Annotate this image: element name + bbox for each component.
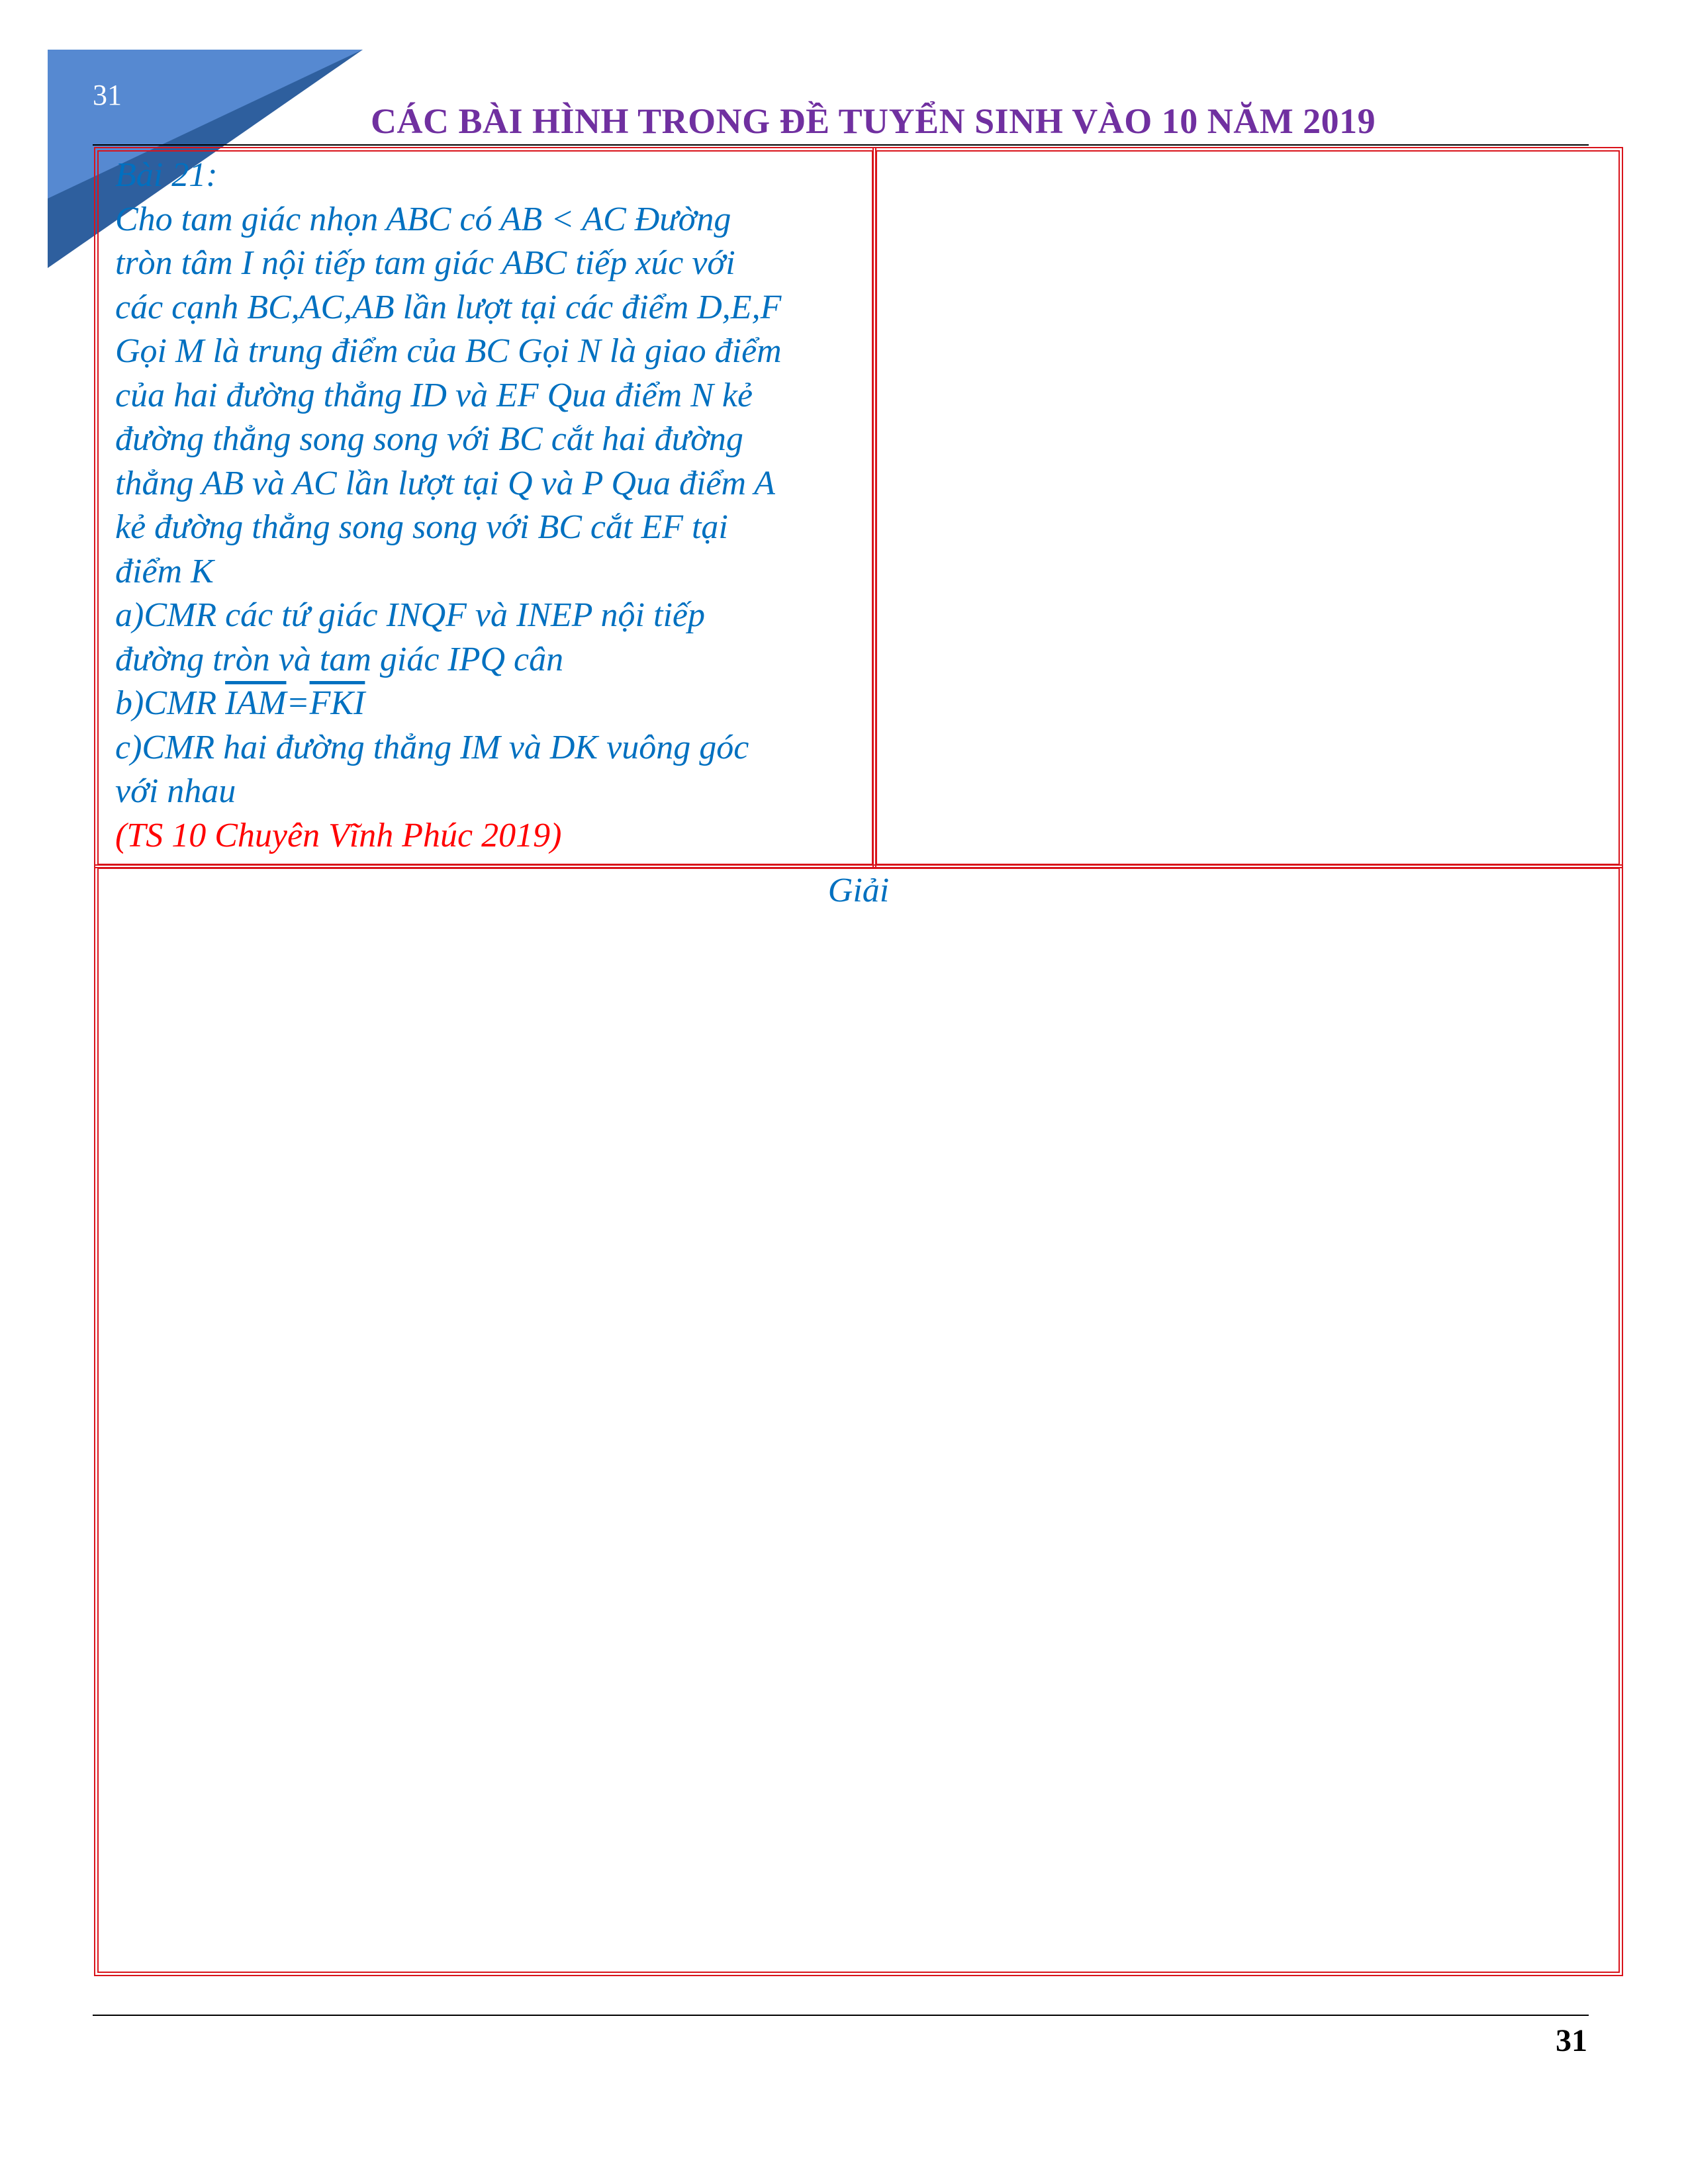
- problem-line: đường thẳng song song với BC cắt hai đường: [115, 420, 743, 458]
- solution-frame: [94, 864, 1623, 1976]
- problem-line: Gọi M là trung điểm của BC Gọi N là giao điểm: [115, 332, 782, 370]
- page-title: CÁC BÀI HÌNH TRONG ĐỀ TUYỂN SINH VÀO 10 NĂM 2019: [371, 101, 1376, 141]
- problem-line: thẳng AB và AC lần lượt tại Q và P Qua điểm A: [115, 464, 775, 502]
- figure-frame: [872, 147, 1623, 868]
- footer-page-number: 31: [1556, 2023, 1587, 2058]
- angle-fki: $\overline{FKI}$: [309, 684, 365, 722]
- problem-line: tròn tâm I nội tiếp tam giác ABC tiếp xúc với: [115, 244, 735, 282]
- solution-label: Giải: [827, 872, 890, 909]
- problem-line: của hai đường thẳng ID và EF Qua điểm N kẻ: [115, 376, 753, 414]
- equals-sign: =: [286, 684, 310, 722]
- problem-line: điểm K: [115, 552, 214, 590]
- problem-line: a)CMR các tứ giác INQF và INEP nội tiếp: [115, 596, 705, 634]
- problem-line: đường tròn và tam giác IPQ cân: [115, 640, 564, 678]
- header-page-number: 31: [93, 79, 122, 111]
- part-b-prefix: b)CMR: [115, 684, 226, 722]
- footer-divider: [93, 2015, 1589, 2016]
- problem-line: các cạnh BC,AC,AB lần lượt tại các điểm D,E,F: [115, 288, 782, 326]
- part-c-line: c)CMR hai đường thẳng IM và DK vuông góc: [115, 728, 749, 766]
- problem-statement: [115, 154, 863, 858]
- part-b-line: [115, 682, 863, 726]
- problem-source: (TS 10 Chuyên Vĩnh Phúc 2019): [115, 816, 562, 854]
- part-c-line: với nhau: [115, 772, 236, 810]
- angle-iam: $\overline{IAM}$: [225, 684, 287, 722]
- problem-line: kẻ đường thẳng song song với BC cắt EF tại: [115, 508, 728, 546]
- problem-line: Cho tam giác nhọn ABC có AB < AC Đường: [115, 200, 731, 238]
- problem-heading: Bài 21:: [115, 156, 218, 194]
- header-divider: [93, 144, 1589, 146]
